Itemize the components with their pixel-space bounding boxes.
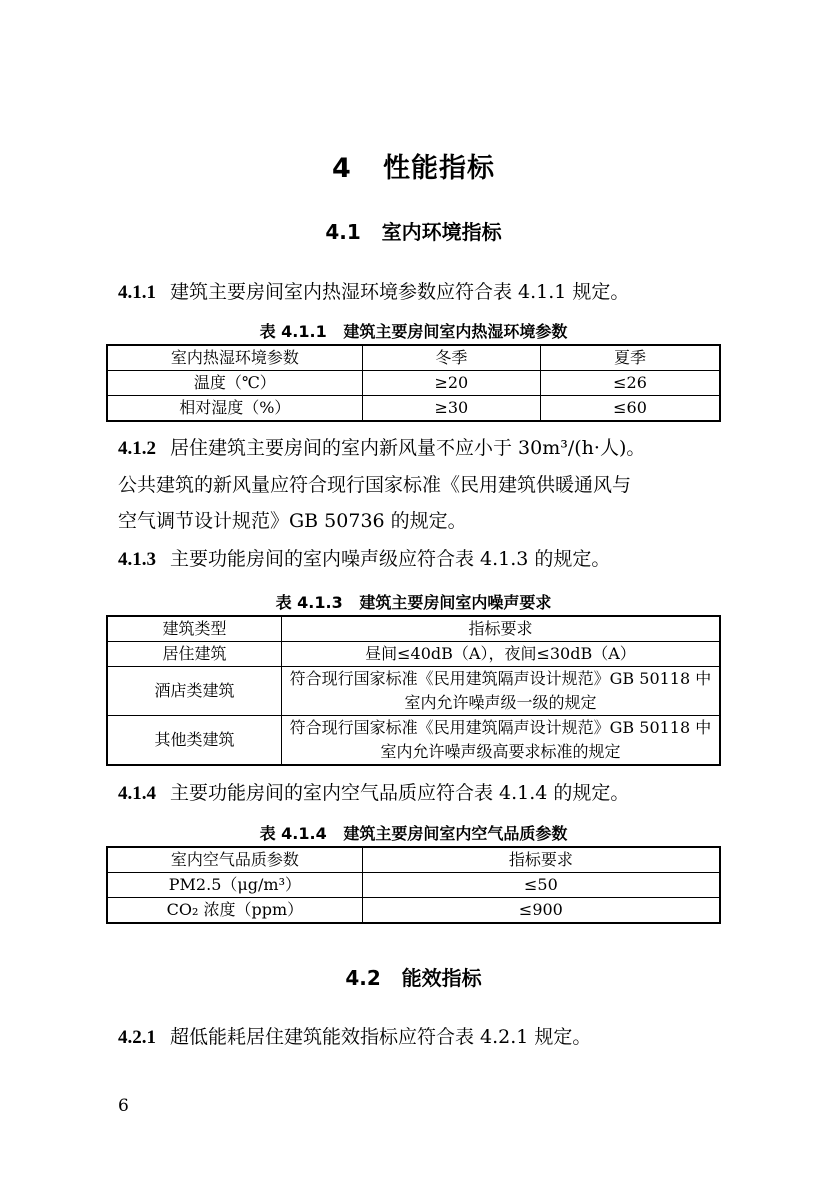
table-cell: ≤60 (541, 396, 720, 422)
table-header-row (107, 847, 720, 873)
table-4-1-3-caption: 表 4.1.3 建筑主要房间室内噪声要求 (275, 593, 552, 612)
table-row (107, 716, 720, 766)
table-row (107, 396, 720, 422)
table-4-1-1-caption: 表 4.1.1 建筑主要房间室内热湿环境参数 (259, 322, 568, 341)
table-4-1-1 (106, 344, 721, 422)
clause-4-1-3 (118, 541, 718, 578)
table-row (107, 371, 720, 396)
table-row (107, 667, 720, 716)
table-header-row (107, 616, 720, 642)
clause-number: 4.2.1 (118, 1027, 156, 1048)
table-cell: ≥20 (362, 371, 540, 396)
table-cell: 酒店类建筑 (107, 667, 281, 716)
table-cell: 符合现行国家标准《民用建筑隔声设计规范》GB 50118 中室内允许噪声级高要求标准的规定 (281, 716, 720, 766)
clause-4-2-1 (118, 1019, 718, 1056)
table-cell: ≥30 (362, 396, 540, 422)
page-number: 6 (118, 1096, 129, 1116)
table-cell: 其他类建筑 (107, 716, 281, 766)
table-cell: 符合现行国家标准《民用建筑隔声设计规范》GB 50118 中室内允许噪声级一级的规定 (281, 667, 720, 716)
table-cell: ≤50 (362, 873, 720, 898)
section-4-2-title: 4.2 能效指标 (345, 966, 482, 990)
clause-4-1-2 (118, 430, 718, 539)
table-cell: 居住建筑 (107, 642, 281, 667)
table-header-cell: 夏季 (541, 345, 720, 371)
table-cell: ≤900 (362, 898, 720, 924)
table-row (107, 873, 720, 898)
clause-4-1-1 (118, 274, 718, 311)
clause-4-1-4 (118, 775, 718, 812)
clause-line (118, 430, 718, 467)
table-header-cell: 冬季 (362, 345, 540, 371)
clause-text: 居住建筑主要房间的室内新风量不应小于 30m³/(h·人)。 (170, 437, 646, 459)
table-cell: ≤26 (541, 371, 720, 396)
clause-number: 4.1.3 (118, 549, 156, 570)
table-cell: 昼间≤40dB（A），夜间≤30dB（A） (281, 642, 720, 667)
table-header-row (107, 345, 720, 371)
clause-number: 4.1.2 (118, 438, 156, 459)
clause-text: 超低能耗居住建筑能效指标应符合表 4.2.1 规定。 (170, 1026, 592, 1048)
clause-line: 公共建筑的新风量应符合现行国家标准《民用建筑供暖通风与 (118, 474, 632, 496)
clause-text: 主要功能房间的室内噪声级应符合表 4.1.3 的规定。 (170, 548, 611, 570)
table-4-1-4-caption: 表 4.1.4 建筑主要房间室内空气品质参数 (259, 824, 568, 843)
table-cell: CO₂ 浓度（ppm） (107, 898, 362, 924)
table-row (107, 898, 720, 924)
table-header-cell: 指标要求 (362, 847, 720, 873)
chapter-title: 4 性能指标 (332, 153, 495, 184)
clause-text: 建筑主要房间室内热湿环境参数应符合表 4.1.1 规定。 (170, 281, 630, 303)
table-cell: 相对湿度（%） (107, 396, 362, 422)
table-cell: PM2.5（μg/m³） (107, 873, 362, 898)
clause-line: 空气调节设计规范》GB 50736 的规定。 (118, 510, 467, 532)
section-4-1-title: 4.1 室内环境指标 (325, 220, 502, 244)
table-header-cell: 室内空气品质参数 (107, 847, 362, 873)
table-4-1-4 (106, 846, 721, 924)
table-cell: 温度（℃） (107, 371, 362, 396)
clause-number: 4.1.4 (118, 783, 156, 804)
clause-number: 4.1.1 (118, 282, 156, 303)
table-header-cell: 室内热湿环境参数 (107, 345, 362, 371)
clause-text: 主要功能房间的室内空气品质应符合表 4.1.4 的规定。 (170, 782, 630, 804)
table-4-1-3 (106, 615, 721, 766)
table-header-cell: 指标要求 (281, 616, 720, 642)
table-header-cell: 建筑类型 (107, 616, 281, 642)
table-row (107, 642, 720, 667)
